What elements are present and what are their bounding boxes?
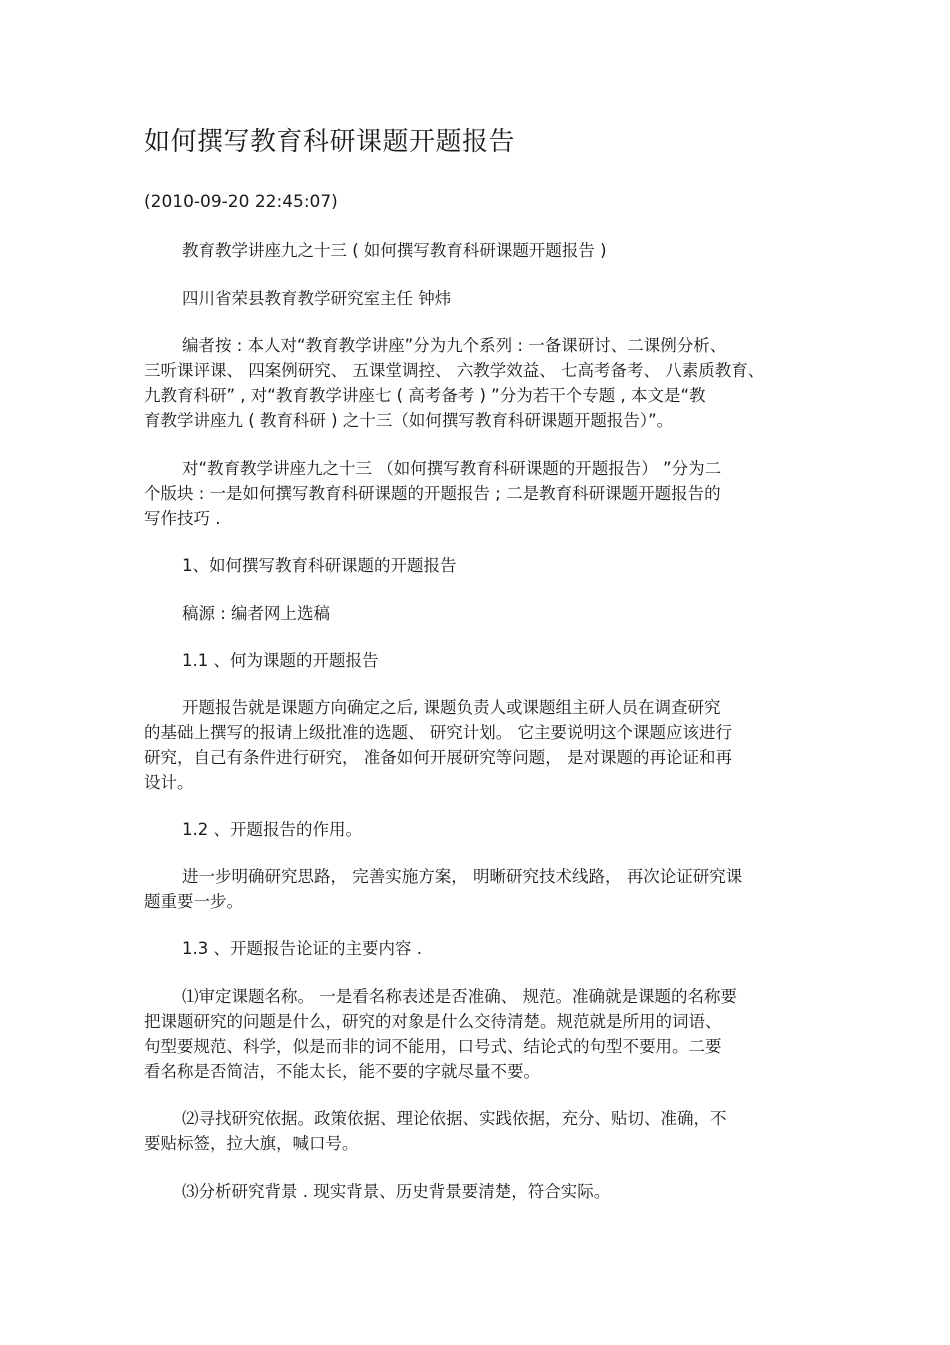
editor-note-line: 育教学讲座九 ( 教育科研 ) 之十三（如何撰写教育科研课题开题报告）”。 [144,411,674,430]
paragraph-line: 题重要一步。 [144,892,243,911]
section-heading: 1.2 、开题报告的作用。 [182,820,362,839]
paragraph-line: 要贴标签，拉大旗，喊口号。 [144,1134,359,1153]
paragraph-line: ⑶分析研究背景 . 现实背景、历史背景要清楚，符合实际。 [182,1182,611,1201]
lecture-series-title: 教育教学讲座九之十三 ( 如何撰写教育科研课题开题报告 ) [182,241,607,260]
author-line: 四川省荣县教育教学研究室主任 钟炜 [182,289,452,308]
editor-note-line: 九教育科研” , 对“教育教学讲座七 ( 高考备考 ) ”分为若干个专题 , 本文是“教 [144,386,706,405]
editor-note-line: 编者按 : 本人对“教育教学讲座”分为九个系列 : 一备课研讨、二课例分析、 [182,336,727,355]
editor-note-line: 三听课评课、 四案例研究、 五课堂调控、 六教学效益、 七高考备考、 八素质教育、 [144,361,765,380]
paragraph-line: 进一步明确研究思路， 完善实施方案， 明晰研究技术线路， 再次论证研究课 [182,867,743,886]
paragraph-line: 句型要规范、科学，似是而非的词不能用，口号式、结论式的句型不要用。二要 [144,1037,722,1056]
paragraph-line: 看名称是否简洁，不能太长，能不要的字就尽量不要。 [144,1062,540,1081]
paragraph-line: 把课题研究的问题是什么，研究的对象是什么交待清楚。规范就是所用的词语、 [144,1012,722,1031]
intro-paragraph-line: 写作技巧 . [144,509,221,528]
paragraph-line: 研究，自己有条件进行研究， 准备如何开展研究等问题， 是对课题的再论证和再 [144,748,732,767]
section-heading: 1、如何撰写教育科研课题的开题报告 [182,556,457,575]
intro-paragraph-line: 对“教育教学讲座九之十三 （如何撰写教育科研课题的开题报告） ”分为二 [182,459,722,478]
post-date: (2010-09-20 22:45:07) [144,192,338,212]
document-title: 如何撰写教育科研课题开题报告 [144,127,516,157]
paragraph-line: 开题报告就是课题方向确定之后, 课题负责人或课题组主研人员在调查研究 [182,698,721,717]
paragraph-line: ⑴审定课题名称。 一是看名称表述是否准确、 规范。准确就是课题的名称要 [182,987,737,1006]
source-line: 稿源 : 编者网上选稿 [182,604,331,623]
paragraph-line: ⑵寻找研究依据。政策依据、理论依据、实践依据，充分、贴切、准确，不 [182,1109,727,1128]
paragraph-line: 设计。 [144,773,194,792]
section-heading: 1.1 、何为课题的开题报告 [182,651,379,670]
paragraph-line: 的基础上撰写的报请上级批准的选题、 研究计划。 它主要说明这个课题应该进行 [144,723,732,742]
intro-paragraph-line: 个版块 : 一是如何撰写教育科研课题的开题报告 ; 二是教育科研课题开题报告的 [144,484,721,503]
section-heading: 1.3 、开题报告论证的主要内容 . [182,939,422,958]
